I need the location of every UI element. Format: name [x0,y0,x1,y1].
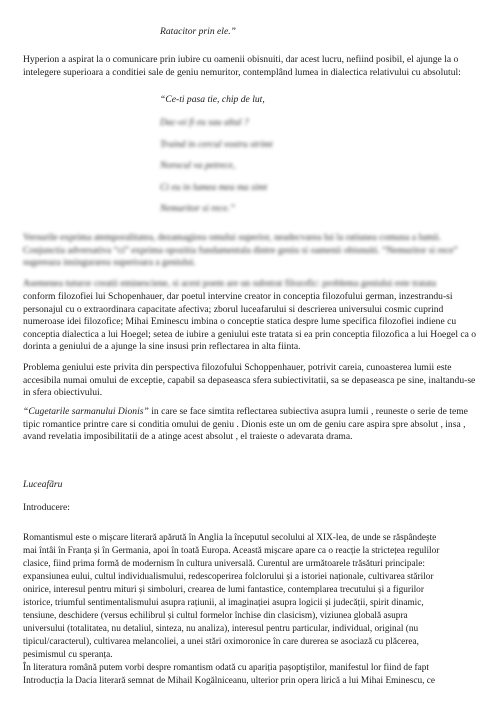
poem-line: Nemuritor si rece.” [160,203,236,215]
blurred-paragraph: Versurile exprima atemporalitatea, dezamagirea omului superior, neadecvarea lui la ratiunea comuna a lumii. Conjunctia adversativa “ci” exprima opozitia fundamentala dintre geniu si oamenii obisnuiti. “Nemuritor si rece” sugereaza insingurarea superioara a geniului. [23,232,458,269]
poem-line: Traind in cercul vostru strimt [160,138,273,150]
hyperion-paragraph: Hyperion a aspirat la o comunicare prin iubire cu oamenii obisnuiti, dar acest lucru, nefiind posibil, el ajunge la o intelegere superioara a conditiei sale de geniu nemuritor, contemplând lumea in dialectica relativului cu absolutul: [23,54,461,78]
dionis-text: in care se face simtita reflectarea subiectiva asupra lumii , reuneste o serie de teme tipic romantice printre care si conditia omului de geniu . Dionis este un om de geniu care aspira spre absolut , insa , avand revelatia imposibilitatii de a atinge acest absolut , el traieste o adevarata drama. [23,406,468,443]
paragraph-line: universului (totalitatea, nu detaliul, sinteza, nu analiza), interesul pentru particular, individual, original (nu [23,624,419,634]
paragraph-line: mai întâi în Franța și în Germania, apoi în toată Europa. Această mișcare apare ca o reacție la strictețea regulilor [23,546,440,556]
schopenhauer-paragraph: conform filozofiei lui Schopenhauer, dar poetul intervine creator in conceptia filozofului german, inzestrandu-si personajul cu o extraordinara capacitate afectiva; zborul luceafarului si descrierea universului cosmic cuprind numeroase idei filozofice; Mihai Eminescu imbina o conceptie statica despre lume specifica filozofiei indiene cu conceptia dialectica a lui Hoegel; setea de iubire a geniului este tratata si ea prin conceptia filozofica a lui Hoegel ca o dorinta a geniului de a ajunge la sine insusi prin reflectarea in alta fiinta. [23,291,477,353]
poem-first-line: “Ce-ti pasa tie, chip de lut, [160,94,265,105]
poem-blurred-stanza [160,117,460,216]
paragraph-line: În literatura română putem vorbi despre romantism odată cu apariția pașoptiștilor, manifestul lor fiind de fapt [23,663,429,673]
paragraph-line: expansiunea eului, cultul individualismului, redescoperirea folclorului și a istoriei naționale, cultivarea stărilor [23,572,434,582]
section-heading: Luceafãru [23,479,63,490]
paragraph-line: istorice, triumful sentimentalismului asupra rațiunii, al imaginației asupra logicii și judecății, spirit dinamic, [23,598,424,608]
paragraph-line: clasice, fiind prima formă de modernism în cultura universală. Curentul are următoarele trăsături principale: [23,559,425,569]
paragraph-line: pesimismul cu speranța. [23,650,113,660]
quote-closing-line: Ratacitor prin ele.” [160,26,236,37]
romanticism-paragraph [23,532,479,688]
genius-paragraph: Problema geniului este privita din perspectiva filozofului Schoppenhauer, potrivit careia, cunoasterea lumii este accesibila numai omului de exceptie, capabil sa depaseasca sfera subiectivitatii, sa se depaseasca pe sine, inaltandu-se in sfera obiectivului. [23,362,476,399]
paragraph-line: Introducția la Dacia literară semnat de Mihail Kogălniceanu, ulterior prin opera lirică a lui Mihai Eminescu, ce [23,676,436,686]
blurred-line: Asemenea tuturor creatii eminesciene, si acest poem are un substrat filozofic: problema geniului este tratata [23,278,437,289]
poem-line: Norocul va petrece, [160,160,236,172]
dionis-title: “Cugetarile sarmanului Dionis” [23,406,149,417]
paragraph-line: tensiune, deschidere (versus echilibrul și cultul formelor închise din clasicism), viziunea globală asupra [23,611,408,621]
dionis-paragraph [23,406,479,444]
paragraph-line: tipicul/caracterul), cultivarea melancoliei, a unei stări oximoronice în care durerea se asociază cu plăcerea, [23,637,419,647]
poem-line: Dac-oi fi eu sau altul ? [160,117,249,128]
poem-line: Ci eu in lumea mea ma simt [160,181,268,193]
paragraph-line: onirice, interesul pentru mituri și simboluri, crearea de lumi fantastice, contemplarea trecutului și a figurilor [23,585,424,595]
introduction-label: Introducere: [23,502,70,513]
paragraph-line: Romantismul este o mișcare literară apărută în Anglia la începutul secolului al XIX-lea, de unde se răspândește [23,533,437,543]
